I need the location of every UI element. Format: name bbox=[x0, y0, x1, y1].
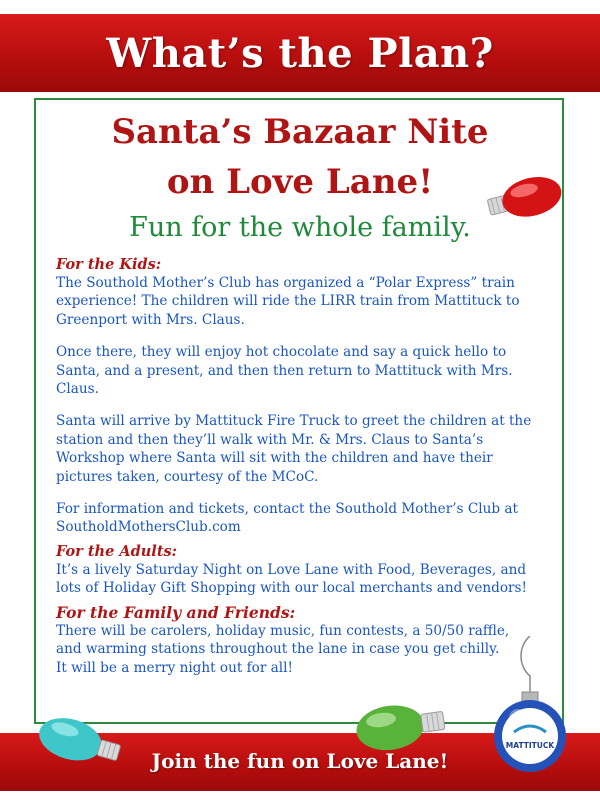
ornament-logo-icon bbox=[488, 636, 572, 776]
teal-bulb-icon bbox=[30, 710, 130, 774]
kids-paragraph: Once there, they will enjoy hot chocolate and say a quick hello to Santa, and a present, and then then return to Mattituck with Mrs. Claus. bbox=[56, 344, 513, 398]
bottom-banner-text: Join the fun on Love Lane! bbox=[151, 749, 449, 773]
kids-paragraph: For information and tickets, contact the Southold Mother’s Club at SoutholdMothersClub.com bbox=[56, 501, 518, 536]
top-banner bbox=[0, 14, 600, 92]
section-heading-kids: For the Kids: bbox=[56, 256, 162, 273]
ornament-logo-text: MATTITUCK bbox=[505, 741, 555, 750]
family-paragraph: There will be carolers, holiday music, fun contests, a 50/50 raffle, and warming stations throughout the lane in case you get chilly. bbox=[56, 622, 510, 658]
event-title-line2: on Love Lane! bbox=[166, 162, 434, 202]
kids-paragraph: Santa will arrive by Mattituck Fire Truck to greet the children at the station and then they’ll walk with Mr. & Mrs. Claus to Santa’s Workshop where Santa will sit with the children and have their pictures taken, courtesy of the MCoC. bbox=[56, 413, 532, 485]
event-title-line1: Santa’s Bazaar Nite bbox=[111, 112, 489, 152]
section-heading-family: For the Family and Friends: bbox=[56, 602, 296, 622]
adults-paragraph: It’s a lively Saturday Night on Love Lane with Food, Beverages, and lots of Holiday Gift Shopping with our local merchants and vendors! bbox=[56, 561, 527, 597]
green-bulb-icon bbox=[348, 690, 458, 760]
kids-paragraph: The Southold Mother’s Club has organized a “Polar Express” train experience! The children will ride the LIRR train from Mattituck to Greenport with Mrs. Claus. bbox=[56, 275, 520, 328]
family-paragraph: It will be a merry night out for all! bbox=[56, 659, 293, 676]
body-content bbox=[56, 256, 534, 677]
tagline: Fun for the whole family. bbox=[129, 212, 471, 243]
section-heading-adults: For the Adults: bbox=[56, 542, 178, 560]
red-bulb-icon bbox=[482, 168, 572, 228]
top-banner-title: What’s the Plan? bbox=[106, 30, 494, 77]
